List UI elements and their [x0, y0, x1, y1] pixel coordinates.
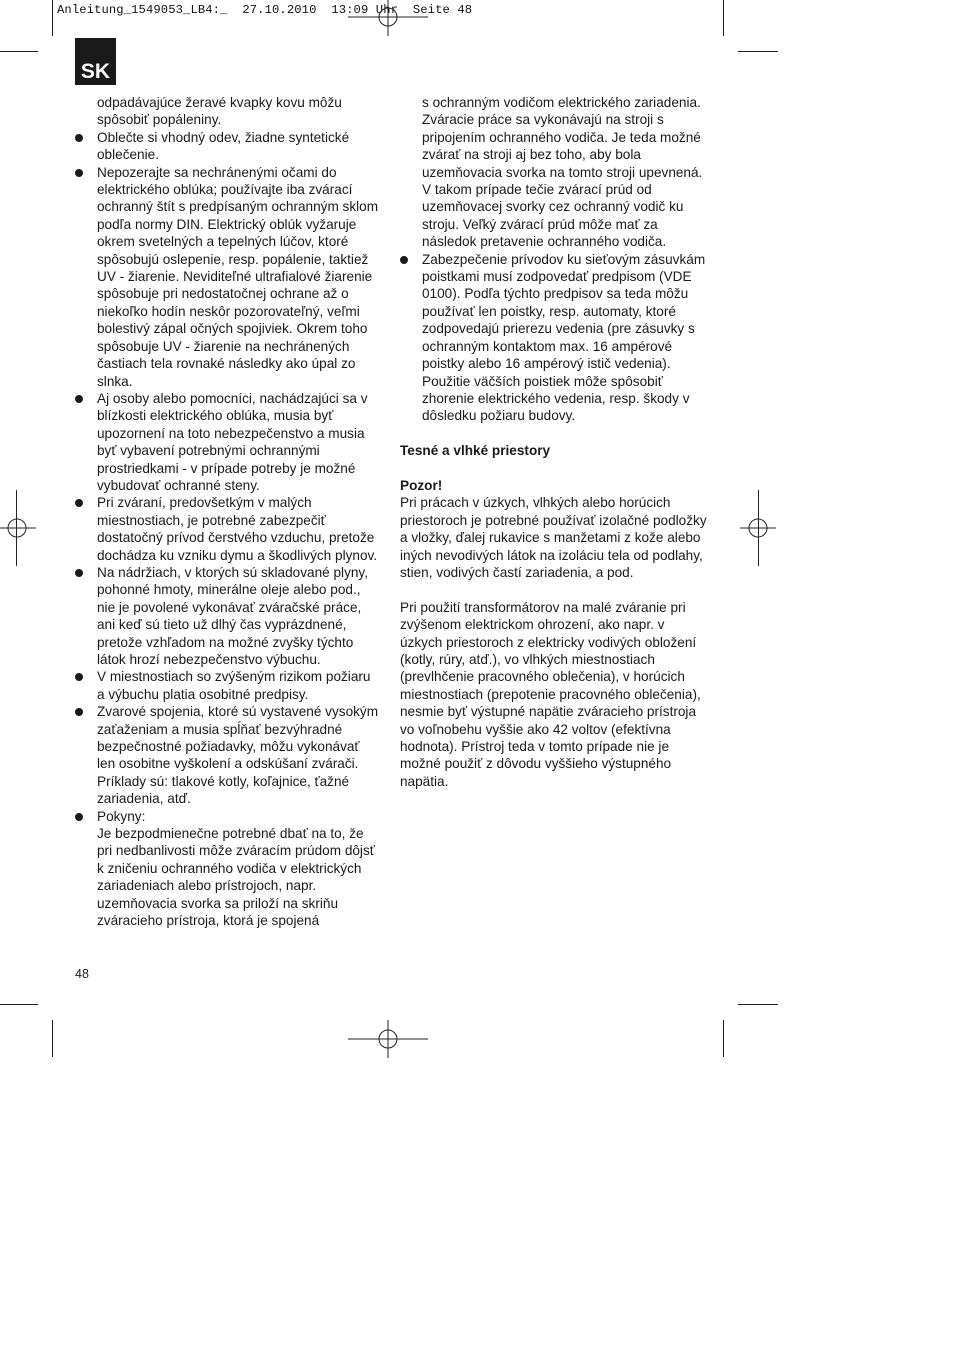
registration-mark-left-icon — [0, 505, 36, 551]
section-heading: Tesné a vlhké priestory — [400, 443, 551, 459]
bullet-icon — [400, 256, 408, 264]
language-badge — [75, 38, 116, 85]
right-column — [400, 94, 710, 790]
list-item: V miestnostiach so zvýšeným rizikom požiaru a výbuchu platia osobitné predpisy. — [75, 668, 380, 703]
crop-mark-top-left-h — [0, 51, 38, 52]
list-item: Zabezpečenie prívodov ku sieťovým zásuvkám poistkami musí zodpovedať predpisom (VDE 0100). Podľa týchto predpisov sa teda môžu používať len poistky, resp. automaty, ktoré zodpovedajú prierezu vedenia (pre zásuvky s ochranným kontaktom max. 16 ampérové poistky alebo 16 ampérový istič vedenia). Použitie väčších poistiek môže spôsobiť zhorenie elektrického vedenia, resp. škody v dôsledku požiaru budovy. — [400, 251, 710, 425]
bullet-icon — [75, 499, 83, 507]
print-slug: Anleitung_1549053_LB4:_ 27.10.2010 13:09 Uhr Seite 48 — [57, 3, 473, 17]
list-item: Nepozerajte sa nechránenými očami do elektrického oblúka; používajte iba zvárací ochranný štít s predpísaným ochranným sklom podľa normy DIN. Elektrický oblúk vyžaruje okrem svetelných a tepelných lúčov, ktoré spôsobujú oslepenie, resp. popálenie, taktiež UV - žiarenie. Neviditeľné ultrafialové žiarenie spôsobuje pri nedostatočnej ochrane až o niekoľko hodín neskôr pozorovateľný, veľmi bolestivý zápal očných spojiviek. Okrem toho spôsobuje UV - žiarenie na nechránených častiach tela rovnaké následky ako úpal zo slnka. — [75, 164, 380, 390]
bullet-icon — [75, 673, 83, 681]
list-item: Oblečte si vhodný odev, žiadne syntetické oblečenie. — [75, 129, 380, 164]
bullet-icon — [75, 169, 83, 177]
crop-mark-top-left-v — [52, 0, 53, 36]
bullet-icon — [75, 134, 83, 142]
list-item: Zvarové spojenia, ktoré sú vystavené vysokým zaťaženiam a musia spĺňať bezvýhradné bezpečnostné požiadavky, môžu vykonávať len osobitne vyškolení a odskúšaní zvárači. Príklady sú: tlakové kotly, koľajnice, ťažné zariadenia, atď. — [75, 703, 380, 807]
registration-mark-bottom-icon — [348, 1020, 428, 1058]
crop-mark-top-right-h — [738, 51, 778, 52]
registration-mark-top-icon — [348, 0, 428, 36]
transformer-paragraph: Pri použití transformátorov na malé zváranie pri zvýšenom elektrickom ohrození, ako napr. v úzkych priestoroch z elektricky vodivých obložení (kotly, rúry, atď.), vo vlhkých miestnostiach (prevlhčenie pracovného oblečenia), v horúcich miestnostiach (prepotenie pracovného oblečenia), nesmie byť výstupné napätie zváracieho prístroja vo voľnobehu vyššie ako 42 voltov (efektívna hodnota). Prístroj teda v tomto prípade nie je možné použiť z dôvodu vyššieho výstupného napätia. — [400, 599, 701, 789]
crop-mark-bottom-right-h — [738, 1004, 778, 1005]
list-item: Na nádržiach, v ktorých sú skladované plyny, pohonné hmoty, minerálne oleje alebo pod., nie je povolené vykonávať zváračské práce, ani keď sú tieto už dlhý čas vyprázdnené, pretože vzhľadom na možné zvyšky týchto látok hrozí nebezpečenstvo výbuchu. — [75, 564, 380, 668]
note-paragraph: Je bezpodmienečne potrebné dbať na to, že pri nedbanlivosti môže zváracím prúdom dôjsť k zničeniu ochranného vodiča v elektrických zariadeniach alebo prístrojoch, napr. uzemňovacia svorka sa priloží na skriňu zváracieho prístroja, ktorá je spojená — [97, 826, 375, 929]
crop-mark-top-right-v — [723, 0, 724, 36]
language-badge-label: SK — [80, 60, 111, 83]
crop-mark-bottom-left-v — [52, 1020, 53, 1057]
intro-paragraph: odpadávajúce žeravé kvapky kovu môžu spôsobiť popáleniny. — [97, 95, 342, 128]
list-item: Pokyny: — [75, 808, 380, 825]
left-column — [75, 94, 380, 930]
registration-mark-right-icon — [740, 505, 776, 551]
bullet-icon — [75, 708, 83, 716]
bullet-icon — [75, 813, 83, 821]
crop-mark-bottom-right-v — [723, 1020, 724, 1057]
list-item: Pri zváraní, predovšetkým v malých miestnostiach, je potrebné zabezpečiť dostatočný prívod čerstvého vzduchu, pretože dochádza ku vzniku dymu a škodlivých plynov. — [75, 494, 380, 564]
crop-mark-bottom-left-h — [0, 1004, 38, 1005]
caution-heading: Pozor! — [400, 477, 443, 493]
bullet-icon — [75, 569, 83, 577]
bullet-icon — [75, 395, 83, 403]
list-item: Aj osoby alebo pomocníci, nachádzajúci sa v blízkosti elektrického oblúka, musia byť upozornení na toto nebezpečenstvo a musia byť vybavení potrebnými ochrannými prostriedkami - v prípade potreby je možné vybudovať ochranné steny. — [75, 390, 380, 494]
caution-paragraph: Pri prácach v úzkych, vlhkých alebo horúcich priestoroch je potrebné používať izolačné podložky a vložky, ďalej rukavice s manžetami z kože alebo iných nevodivých látok na izoláciu tela od podlahy, stien, vodivých častí zariadenia, a pod. — [400, 495, 707, 580]
continuation-paragraph: s ochranným vodičom elektrického zariadenia. Zváracie práce sa vykonávajú na stroji s pripojením ochranného vodiča. Je teda možné zvárať na stroji aj bez toho, aby bola uzemňovacia svorka na tomto stroji upevnená. V takom prípade tečie zvárací prúd od uzemňovacej svorky cez ochranný vodič ku stroju. Veľký zvárací prúd môže mať za následok pretavenie ochranného vodiča. — [422, 95, 703, 250]
page-number: 48 — [75, 967, 89, 981]
